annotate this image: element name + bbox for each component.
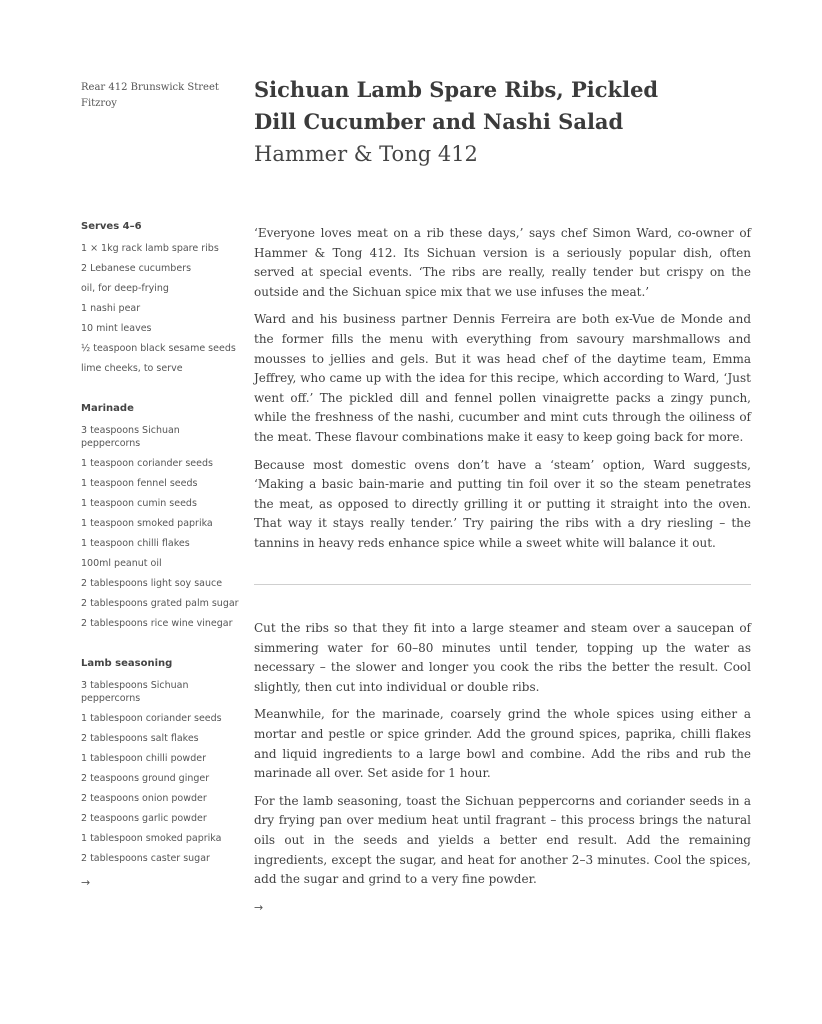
ingredient-item: 100ml peanut oil bbox=[81, 558, 162, 569]
serves-list bbox=[81, 242, 241, 376]
ingredient-item: 1 teaspoon coriander seeds bbox=[81, 458, 213, 469]
intro-paragraph-1: ‘Everyone loves meat on a rib these days,’ says chef Simon Ward, co-owner of Hammer & Tong 412. Its Sichuan version is a seriously popular dish, often served at special events. ‘The ribs are really, really tender but crispy on the outside and the Sichuan spice mix that we use infuses the meat.’ bbox=[254, 226, 751, 299]
ingredient-item: 2 teaspoons ground ginger bbox=[81, 773, 210, 784]
title-line-1: Sichuan Lamb Spare Ribs, Pickled bbox=[254, 77, 659, 102]
ingredient-item: 1 teaspoon fennel seeds bbox=[81, 478, 198, 489]
ingredient-item: 2 tablespoons rice wine vinegar bbox=[81, 618, 233, 629]
ingredient-item: 2 tablespoons caster sugar bbox=[81, 853, 210, 864]
method-text bbox=[254, 619, 751, 917]
ingredient-item: ½ teaspoon black sesame seeds bbox=[81, 343, 236, 354]
ingredient-group-lamb-seasoning bbox=[81, 657, 241, 866]
serves-heading: Serves 4–6 bbox=[81, 221, 142, 232]
ingredient-item: 2 tablespoons salt flakes bbox=[81, 733, 199, 744]
ingredient-item: 10 mint leaves bbox=[81, 323, 152, 334]
intro-paragraph-2: Ward and his business partner Dennis Ferreira are both ex-Vue de Monde and the former fills the menu with everything from savoury marshmallows and mousses to jellies and gels. But it was head chef of the daytime team, Emma Jeffrey, who came up with the idea for this recipe, which according to Ward, ‘Just went off.’ The pickled dill and fennel pollen vinaigrette packs a zingy punch, while the freshness of the nashi, cucumber and mint cuts through the oiliness of the meat. These flavour combinations make it easy to keep going back for more. bbox=[254, 312, 751, 444]
ingredient-item: 1 teaspoon smoked paprika bbox=[81, 518, 213, 529]
section-divider bbox=[254, 584, 751, 585]
recipe-title bbox=[254, 74, 754, 138]
ingredients-sidebar bbox=[81, 220, 241, 889]
address-line-1: Rear 412 Brunswick Street bbox=[81, 82, 219, 93]
lamb-seasoning-heading: Lamb seasoning bbox=[81, 657, 173, 669]
ingredient-item: oil, for deep-frying bbox=[81, 283, 169, 294]
ingredient-item: 1 nashi pear bbox=[81, 303, 141, 314]
method-paragraph-3: For the lamb seasoning, toast the Sichuan peppercorns and coriander seeds in a dry frying pan over medium heat until fragrant – this process brings the natural oils out in the seeds and yields a better end result. Add the remaining ingredients, except the sugar, and heat for another 2–3 minutes. Cool the spices, add the sugar and grind to a very fine powder. bbox=[254, 793, 751, 887]
recipe-header bbox=[254, 74, 754, 170]
ingredient-item: 1 tablespoon smoked paprika bbox=[81, 833, 222, 844]
continue-arrow-icon: → bbox=[254, 900, 264, 914]
ingredient-group-serves bbox=[81, 220, 241, 376]
ingredient-item: 2 teaspoons onion powder bbox=[81, 793, 207, 804]
intro-text bbox=[254, 224, 751, 562]
ingredient-item: 1 tablespoon chilli powder bbox=[81, 753, 206, 764]
address-line-2: Fitzroy bbox=[81, 98, 117, 109]
ingredient-item: 1 teaspoon chilli flakes bbox=[81, 538, 190, 549]
ingredient-item: 1 × 1kg rack lamb spare ribs bbox=[81, 243, 219, 254]
method-paragraph-2: Meanwhile, for the marinade, coarsely grind the whole spices using either a mortar and pestle or spice grinder. Add the ground spices, paprika, chilli flakes and liquid ingredients to a large bowl and combine. Add the ribs and rub the marinade all over. Set aside for 1 hour. bbox=[254, 707, 751, 781]
ingredient-item: 2 Lebanese cucumbers bbox=[81, 263, 192, 274]
ingredient-item: 3 tablespoons Sichuan peppercorns bbox=[81, 679, 189, 704]
restaurant-name: Hammer & Tong 412 bbox=[254, 142, 478, 166]
ingredient-item: 1 tablespoon coriander seeds bbox=[81, 713, 222, 724]
ingredient-item: 1 teaspoon cumin seeds bbox=[81, 498, 197, 509]
ingredient-group-marinade bbox=[81, 402, 241, 631]
lamb-seasoning-list bbox=[81, 679, 241, 866]
title-line-2: Dill Cucumber and Nashi Salad bbox=[254, 109, 624, 134]
restaurant-address bbox=[81, 80, 241, 112]
ingredient-item: 2 teaspoons garlic powder bbox=[81, 813, 207, 824]
ingredient-item: 3 teaspoons Sichuan peppercorns bbox=[81, 424, 180, 449]
ingredient-item: lime cheeks, to serve bbox=[81, 363, 183, 374]
method-paragraph-1: Cut the ribs so that they fit into a large steamer and steam over a saucepan of simmering water for 60–80 minutes until tender, topping up the water as necessary – the slower and longer you cook the ribs the better the result. Cool slightly, then cut into individual or double ribs. bbox=[254, 621, 751, 694]
marinade-list bbox=[81, 424, 241, 631]
intro-paragraph-3: Because most domestic ovens don’t have a ‘steam’ option, Ward suggests, ‘Making a basic bain-marie and putting tin foil over it so the steam penetrates the meat, as opposed to directly grilling it or putting it straight into the oven. That way it stays really tender.’ Try pairing the ribs with a dry riesling – the tannins in heavy reds enhance spice while a sweet white will balance it out. bbox=[254, 457, 751, 550]
ingredient-item: 2 tablespoons light soy sauce bbox=[81, 578, 223, 589]
ingredient-item: 2 tablespoons grated palm sugar bbox=[81, 598, 239, 609]
continue-arrow-icon: → bbox=[81, 875, 91, 889]
marinade-heading: Marinade bbox=[81, 402, 134, 414]
